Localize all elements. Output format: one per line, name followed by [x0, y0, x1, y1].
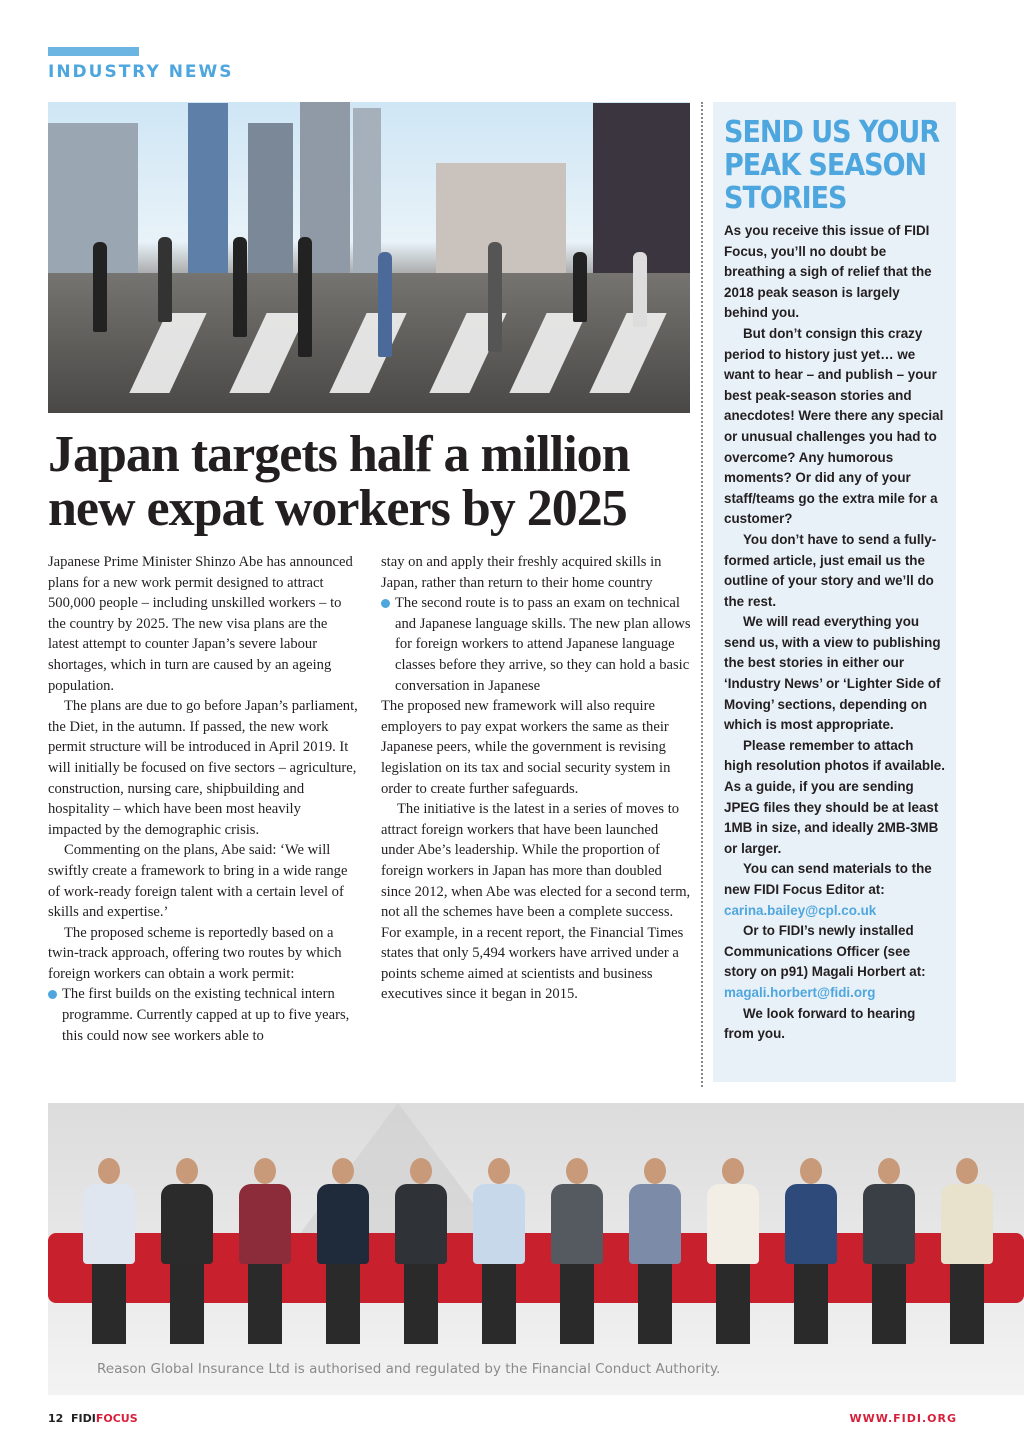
comms-email-link[interactable]: magali.horbert@fidi.org	[724, 984, 876, 1000]
article-column-2	[381, 552, 693, 1046]
article-photo-tokyo-crossing	[48, 102, 690, 413]
article	[48, 428, 693, 1046]
sidebar-paragraph: Or to FIDI’s newly installed Communications Officer (see story on p91) Magali Horbert at:	[724, 923, 926, 980]
advert-person-figure	[234, 1158, 296, 1353]
article-headline: Japan targets half a million new expat workers by 2025	[48, 426, 630, 537]
body-paragraph: The plans are due to go before Japan’s parliament, the Diet, in the autumn. If passed, the new work permit structure will be introduced in April 2019. It will initially be focused on five sectors – agriculture, construction, nursing care, shipbuilding and hospitality – which have been most heavily impacted by the demographic crisis.	[48, 698, 358, 838]
sidebar-paragraph: We will read everything you send us, with a view to publishing the best stories in either our ‘Industry News’ or ‘Lighter Side of Moving’ sections, depending on which is most appropriate.	[724, 614, 941, 733]
body-paragraph: Commenting on the plans, Abe said: ‘We will swiftly create a framework to bring in a wide range of work-ready foreign talent with a certain level of skills and expertise.’	[48, 842, 348, 921]
advert-person-figure	[156, 1158, 218, 1353]
footer-page-brand	[48, 1412, 138, 1425]
body-paragraph: stay on and apply their freshly acquired skills in Japan, rather than return to their home country	[381, 554, 662, 591]
body-paragraph: The initiative is the latest in a series of moves to attract foreign workers that have been launched under Abe’s leadership. While the proportion of foreign workers in Japan has more than doubled since 2012, when Abe was elected for a second term, not all the schemes have been a complete success. For example, in a recent report, the Financial Times states that only 5,494 workers have arrived under a points scheme aimed at scientists and business executives since it began in 2015.	[381, 801, 691, 1003]
page-number: 12	[48, 1412, 64, 1425]
sidebar-callout	[713, 102, 956, 1082]
sidebar-paragraph: You can send materials to the new FIDI Focus Editor at:	[724, 861, 932, 897]
advert-person-figure	[546, 1158, 608, 1353]
advert-caption: Reason Global Insurance Ltd is authorised and regulated by the Financial Conduct Authority.	[97, 1361, 721, 1377]
advert-person-figure	[624, 1158, 686, 1353]
insurance-advert	[48, 1103, 1024, 1395]
sidebar-title: SEND US YOUR PEAK SEASON STORIES	[724, 115, 940, 216]
section-bar	[48, 47, 139, 56]
sidebar-paragraph: As you receive this issue of FIDI Focus, you’ll no doubt be breathing a sigh of relief that the 2018 peak season is largely behind you.	[724, 223, 932, 321]
footer-url[interactable]: WWW.FIDI.ORG	[849, 1412, 957, 1425]
advert-person-figure	[858, 1158, 920, 1353]
brand-fidi: FIDI	[70, 1412, 96, 1425]
brand-focus: FOCUS	[95, 1412, 138, 1425]
advert-person-figure	[780, 1158, 842, 1353]
advert-person-figure	[702, 1158, 764, 1353]
advert-person-figure	[78, 1158, 140, 1353]
body-paragraph: Japanese Prime Minister Shinzo Abe has announced plans for a new work permit designed to attract 500,000 people – including unskilled workers – to the country by 2025. The new visa plans are the latest attempt to counter Japan’s severe labour shortages, which in turn are caused by an ageing population.	[48, 554, 353, 694]
section-label: INDUSTRY NEWS	[48, 62, 234, 82]
article-column-1	[48, 552, 358, 1046]
advert-person-figure	[468, 1158, 530, 1353]
sidebar-paragraph: But don’t consign this crazy period to history just yet… we want to hear – and publish – your best peak-season stories and anecdotes! Were there any special or unusual challenges you had to overcome? Any humorous moments? Or did any of your staff/teams go the extra mile for a customer?	[724, 325, 944, 527]
bullet-paragraph: The second route is to pass an exam on technical and Japanese language skills. The new plan allows for foreign workers to attend Japanese language classes before they arrive, so they can hold a basic conversation in Japanese	[381, 593, 693, 696]
sidebar-paragraph: We look forward to hearing from you.	[724, 1005, 916, 1042]
editor-email-link[interactable]: carina.bailey@cpl.co.uk	[724, 902, 877, 918]
body-paragraph: The proposed new framework will also require employers to pay expat workers the same as their Japanese peers, while the government is revising legislation on its tax and social security system in order to create further safeguards.	[381, 698, 671, 797]
body-paragraph: The proposed scheme is reportedly based on a twin-track approach, offering two routes by which foreign workers can obtain a work permit:	[48, 924, 342, 982]
sidebar-paragraph: Please remember to attach high resolution photos if available. As a guide, if you are sending JPEG files they should be at least 1MB in size, and ideally 2MB-3MB or larger.	[724, 737, 945, 856]
advert-person-figure	[936, 1158, 998, 1353]
advert-person-figure	[390, 1158, 452, 1353]
bullet-paragraph: The first builds on the existing technical intern programme. Currently capped at up to five years, this could now see workers able to	[48, 984, 358, 1046]
column-divider	[701, 102, 703, 1087]
advert-person-figure	[312, 1158, 374, 1353]
sidebar-paragraph: You don’t have to send a fully-formed article, just email us the outline of your story and we’ll do the rest.	[724, 531, 937, 609]
